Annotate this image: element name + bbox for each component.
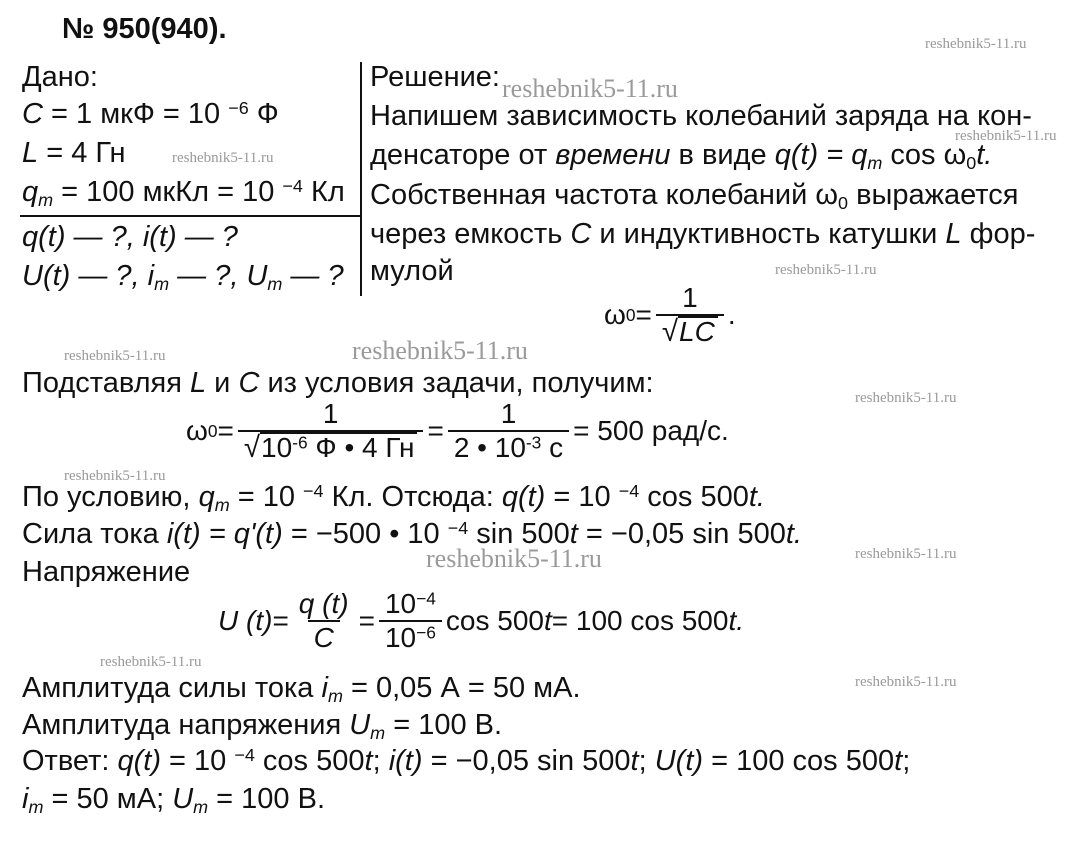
answer-line-2: $i_m = 50$ мА; $U_m = 100$ В. — [22, 783, 326, 818]
watermark: reshebnik5-11.ru — [855, 674, 957, 690]
solution-line-1: Напишем зависимость колебаний заряда на кон- — [370, 100, 1032, 132]
given-capacitance: C = 1 мкФ = 10 $^{-6}$ Ф — [22, 98, 279, 130]
formula-omega-value: ω 0 = $\frac{1}{√10^{-6} Ф • 4 Гн}$ = $\frac{1}{2 • 10^{-3} с}$ = 500 рад/с. — [186, 398, 729, 464]
fraction: $\frac{10^{-4}}{10^{-6}}$ — [379, 588, 442, 654]
watermark: reshebnik5-11.ru — [855, 546, 957, 562]
watermark: reshebnik5-11.ru — [64, 468, 166, 484]
watermark: reshebnik5-11.ru — [855, 390, 957, 406]
solution-line-3: Собственная частота колебаний $\omega_0$ выражается — [370, 179, 1019, 214]
find-line-2: U(t) — ?, $i_m$ — ?, $U_m$ — ? — [22, 260, 344, 295]
watermark: reshebnik5-11.ru — [426, 544, 602, 573]
solution-line-5: мулой — [370, 255, 454, 287]
find-line-1: q(t) — ?, i(t) — ? — [22, 221, 238, 253]
current-line: Сила тока i(t) = q'(t) = −500 • 10 $^{-4}$ sin 500t = −0,05 sin 500t. — [22, 518, 802, 550]
given-divider — [20, 215, 360, 217]
amplitude-current: Амплитуда силы тока $i_m = 0,05$ А = 50 мА. — [22, 672, 581, 707]
solution-line-2: денсаторе от времени в виде $q(t) = q_m$ $\cos \omega_0t$. — [370, 139, 993, 174]
given-separator — [360, 62, 362, 296]
fraction: $\frac{1}{√10^{-6} Ф • 4 Гн}$ — [238, 398, 424, 464]
condition-line: По условию, $q_m = 10$ $^{-4}$ Кл. Отсюда: q(t) = 10 $^{-4}$ cos 500t. — [22, 481, 765, 516]
fraction: $\frac{1}{2 • 10^{-3} с}$ — [448, 398, 569, 464]
given-header: Дано: — [22, 61, 98, 93]
watermark: reshebnik5-11.ru — [64, 348, 166, 364]
given-inductance: L = 4 Гн — [22, 137, 126, 169]
solution-line-4: через емкость C и индуктивность катушки L фор- — [370, 218, 1036, 250]
watermark: reshebnik5-11.ru — [955, 128, 1057, 144]
solution-header: Решение: — [370, 61, 500, 93]
problem-number: № 950(940). — [62, 13, 227, 45]
voltage-label: Напряжение — [22, 556, 191, 588]
given-charge: $q_m = 100$ мкКл = 10 $^{-4}$ Кл — [22, 176, 345, 211]
watermark: reshebnik5-11.ru — [502, 74, 678, 103]
formula-voltage: U (t) = $\frac{q (t)}{C}$ = $\frac{10^{-4}}{10^{-6}}$ cos 500 t = 100 cos 500 t. — [218, 588, 745, 653]
formula-omega: ω 0 = $\frac{1}{√LC}$ . — [604, 282, 736, 348]
watermark: reshebnik5-11.ru — [925, 36, 1027, 52]
substituting-line: Подставляя L и C из условия задачи, получим: — [22, 367, 654, 399]
watermark: reshebnik5-11.ru — [352, 336, 528, 365]
fraction: $\frac{q (t)}{C}$ — [298, 588, 349, 653]
watermark: reshebnik5-11.ru — [775, 262, 877, 278]
amplitude-voltage: Амплитуда напряжения $U_m = 100$ В. — [22, 709, 503, 744]
watermark: reshebnik5-11.ru — [100, 654, 202, 670]
fraction: $\frac{1}{√LC}$ — [656, 282, 724, 348]
answer-line-1: Ответ: q(t) = 10 $^{-4}$ cos 500t; i(t) = −0,05 sin 500t; U(t) = 100 cos 500t; — [22, 745, 911, 777]
watermark: reshebnik5-11.ru — [172, 150, 274, 166]
